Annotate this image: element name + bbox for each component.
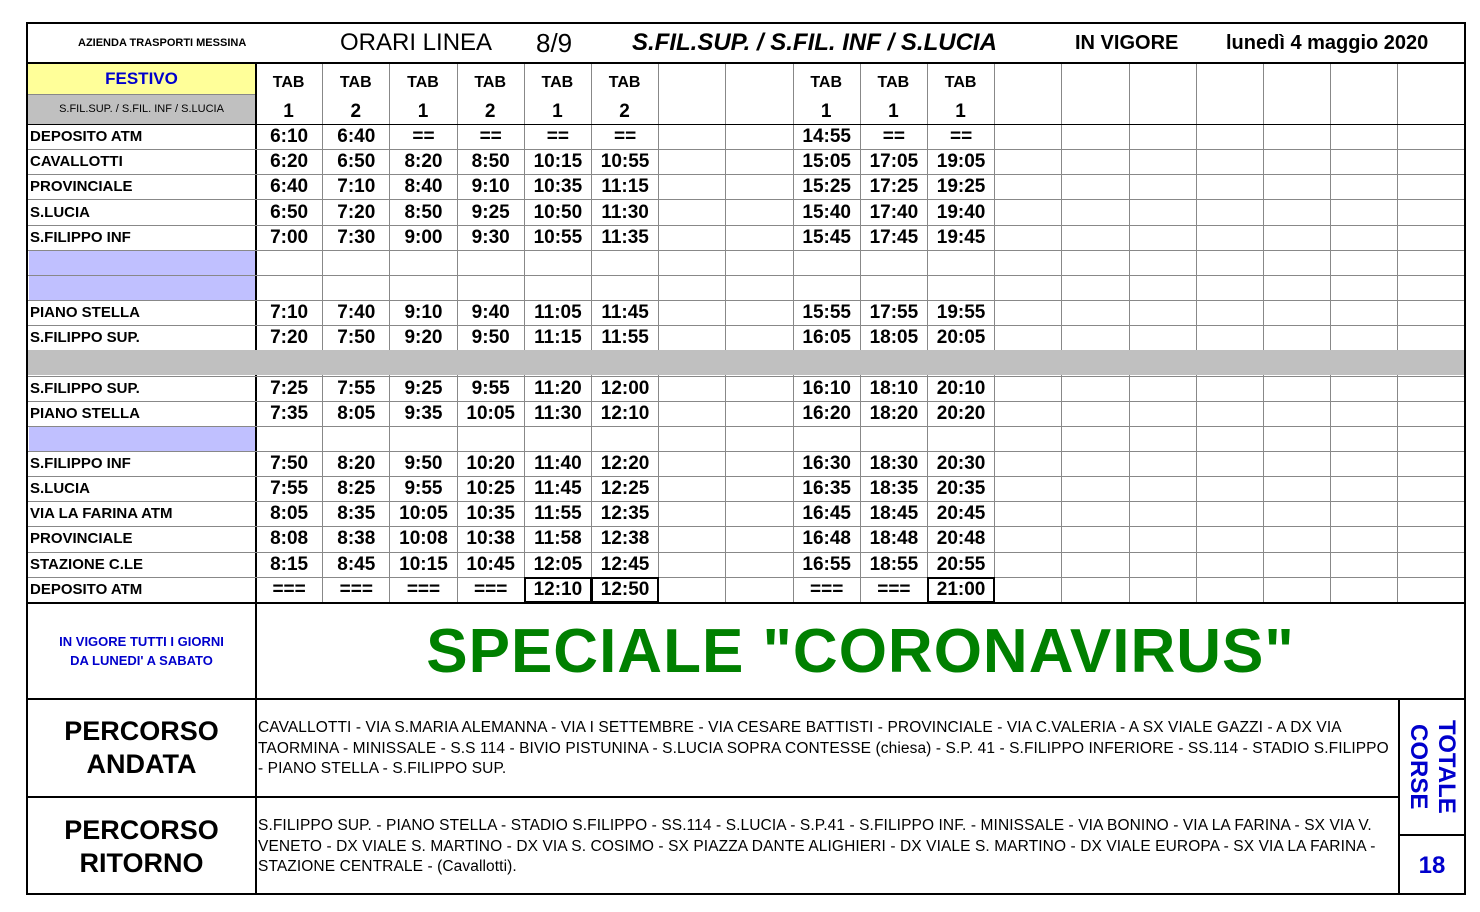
departure-time: 18:30 (869, 453, 919, 474)
departure-time: 20:10 (936, 377, 986, 399)
column-tab-number: 2 (350, 101, 362, 122)
departure-time: 20:30 (936, 453, 986, 474)
title-label: ORARI LINEA (340, 29, 493, 56)
grid-hline (28, 325, 1464, 326)
column-tab-number: 1 (283, 101, 294, 122)
departure-time: 15:55 (802, 302, 851, 324)
totale-corse-value: 18 (1418, 851, 1446, 879)
departure-time: 7:55 (337, 377, 376, 399)
departure-time: 10:55 (600, 151, 650, 173)
departure-time: 10:55 (533, 226, 583, 248)
departure-time: 7:25 (270, 377, 309, 399)
stop-name: CAVALLOTTI (30, 153, 123, 171)
percorso-ritorno-label (28, 798, 255, 895)
departure-time: 16:30 (802, 453, 851, 474)
departure-time: 15:05 (802, 151, 851, 173)
departure-time: 10:50 (533, 201, 583, 223)
departure-time: 11:40 (534, 453, 582, 474)
stop-name: PROVINCIALE (30, 530, 133, 548)
grid-hline (28, 174, 1464, 175)
stop-name: STAZIONE C.LE (30, 555, 144, 573)
grid-hline (28, 401, 1464, 402)
percorso-ritorno-label-1: PERCORSO (64, 814, 219, 845)
column-tab-label: TAB (272, 74, 305, 91)
stop-name: VIA LA FARINA ATM (30, 505, 173, 523)
departure-time: 7:10 (337, 176, 376, 198)
grid-hline (28, 526, 1464, 527)
day-type-label: FESTIVO (28, 64, 255, 94)
column-tab-number: 1 (552, 101, 563, 122)
departure-time: 10:20 (466, 453, 515, 474)
empty-stop-cell (29, 276, 255, 300)
departure-time: 9:35 (404, 402, 443, 424)
grid-hline (28, 376, 1464, 377)
departure-time: === (406, 578, 441, 600)
departure-time: 16:20 (802, 402, 851, 424)
totale-label: TOTALE (1433, 720, 1460, 814)
departure-time: 9:00 (404, 226, 443, 248)
column-tab-label: TAB (474, 74, 507, 91)
notice-line-2: DA LUNEDI' A SABATO (70, 653, 213, 668)
departure-time: 8:45 (337, 553, 376, 575)
departure-time: 17:05 (869, 151, 919, 173)
departure-time: 10:45 (466, 553, 515, 575)
grid-vline (1196, 64, 1197, 602)
departure-time: 6:50 (337, 151, 376, 173)
departure-time: 20:48 (936, 528, 986, 550)
departure-time: 16:45 (802, 503, 851, 525)
departure-time: 17:55 (869, 302, 919, 324)
column-tab-number: 1 (820, 101, 832, 122)
percorso-ritorno-text: S.FILIPPO SUP. - PIANO STELLA - STADIO S.FILIPPO - SS.114 - S.LUCIA - S.P.41 - S.FILIPPO INF. - MINISSALE - VIA BONINO - VIA LA FARINA - SX VIA V. VENETO - DX VIALE S. MARTINO - DX VIA S. COSIMO - SX PIAZZA DANTE ALIGHIERI - DX VIALE S. MARTINO - DX VIALE EUROPA - SX VIA LA FARINA - STAZIONE CENTRALE - (Cavallotti). (258, 817, 1376, 875)
departure-time: 19:55 (936, 302, 986, 324)
departure-time: 9:30 (471, 226, 510, 248)
grid-hline (28, 149, 1464, 150)
totale-corse-label (1400, 700, 1464, 834)
departure-time: 7:40 (337, 302, 376, 324)
column-tab-label: TAB (608, 74, 641, 91)
departure-time: 12:35 (600, 503, 650, 525)
stop-name: PIANO STELLA (30, 404, 141, 422)
departure-time: 11:45 (534, 478, 582, 500)
departure-time: 20:55 (936, 553, 986, 575)
header-row-line (28, 94, 255, 95)
grid-hline (28, 225, 1464, 226)
effective-date: lunedì 4 maggio 2020 (1226, 31, 1429, 54)
departure-time: 16:48 (802, 528, 851, 550)
grid-vline (1129, 64, 1130, 602)
departure-time: 18:20 (869, 402, 919, 424)
corse-label: CORSE (1405, 724, 1432, 810)
departure-time: 7:10 (270, 302, 309, 324)
header-bottom-line (28, 124, 1464, 125)
departure-time: 12:00 (600, 377, 650, 399)
departure-time: == (949, 126, 973, 148)
departure-time: 6:10 (270, 126, 309, 148)
departure-time: 8:25 (337, 478, 376, 500)
departure-time: 20:20 (936, 402, 986, 424)
departure-time: 11:05 (534, 302, 582, 324)
departure-time: 9:50 (471, 327, 510, 349)
timetable-sheet (26, 22, 1466, 895)
departure-time: 11:58 (534, 528, 582, 550)
departure-time: 12:50 (591, 577, 659, 603)
stop-name: DEPOSITO ATM (30, 580, 143, 598)
status-label: IN VIGORE (1075, 31, 1179, 54)
departure-time: 18:48 (869, 528, 919, 550)
column-tab-number: 1 (955, 101, 966, 122)
grid-vline (1061, 64, 1062, 602)
departure-time: 12:05 (533, 553, 583, 575)
departure-time: 8:05 (337, 402, 376, 424)
departure-time: 7:00 (270, 226, 309, 248)
departure-time: 17:45 (869, 226, 919, 248)
departure-time: 7:35 (270, 402, 309, 424)
departure-time: 9:25 (404, 377, 443, 399)
departure-time: == (546, 126, 569, 148)
percorso-ritorno-label-2: RITORNO (79, 847, 204, 878)
departure-time: 11:45 (601, 302, 649, 324)
departure-time: 9:50 (404, 453, 443, 474)
departure-time: 16:05 (802, 327, 851, 349)
departure-time: 12:38 (600, 528, 650, 550)
percorso-andata-label-2: ANDATA (86, 749, 197, 779)
departure-time: 11:15 (601, 176, 649, 198)
departure-time: 15:25 (802, 176, 851, 198)
departure-time: 9:55 (404, 478, 443, 500)
departure-time: 6:40 (270, 176, 309, 198)
company-name: AZIENDA TRASPORTI MESSINA (78, 37, 247, 49)
departure-time: 8:05 (270, 503, 309, 525)
notice-box (28, 604, 255, 698)
grid-vline (1330, 64, 1331, 602)
departure-time: === (339, 578, 373, 600)
departure-time: 17:40 (869, 201, 919, 223)
departure-time: 9:20 (404, 327, 443, 349)
departure-time: 8:38 (337, 528, 376, 550)
departure-time: 9:40 (471, 302, 510, 324)
departure-time: 10:25 (466, 478, 515, 500)
departure-time: 9:25 (471, 201, 510, 223)
departure-time: 6:40 (337, 126, 376, 148)
stop-name: PROVINCIALE (30, 178, 133, 196)
departure-time: 18:35 (869, 478, 919, 500)
departure-time: 20:35 (936, 478, 986, 500)
departure-time: 15:45 (802, 226, 851, 248)
stop-name: S.LUCIA (30, 480, 90, 498)
departure-time: 8:15 (270, 553, 309, 575)
grid-hline (28, 577, 1464, 578)
grid-hline (28, 476, 1464, 477)
departure-time: 10:05 (466, 402, 515, 424)
departure-time: 11:20 (534, 377, 582, 399)
departure-time: 10:35 (466, 503, 515, 525)
column-tab-number: 2 (619, 101, 630, 122)
departure-time: === (272, 578, 306, 600)
departure-time: 15:40 (802, 201, 851, 223)
stop-name: DEPOSITO ATM (30, 128, 143, 146)
departure-time: 10:35 (533, 176, 583, 198)
departure-time: 8:50 (471, 151, 510, 173)
departure-time: 16:55 (802, 553, 851, 575)
departure-time: 7:55 (270, 478, 309, 500)
departure-time: 11:55 (534, 503, 582, 525)
departure-time: 8:35 (337, 503, 376, 525)
stop-name: PIANO STELLA (30, 304, 141, 322)
departure-time: 19:25 (936, 176, 986, 198)
departure-time: === (810, 578, 844, 600)
departure-time: 8:20 (337, 453, 376, 474)
speciale-banner: SPECIALE "CORONAVIRUS" (426, 616, 1295, 686)
departure-time: 9:55 (471, 377, 510, 399)
grid-hline (28, 552, 1464, 553)
departure-time: 16:10 (802, 377, 851, 399)
departure-time: 14:55 (802, 126, 851, 148)
grid-hline (28, 451, 1464, 452)
departure-time: 11:30 (534, 402, 582, 424)
column-tab-label: TAB (407, 74, 439, 91)
departure-time: 10:08 (399, 528, 448, 550)
percorso-andata-label (28, 700, 255, 796)
percorso-andata-label-1: PERCORSO (64, 716, 219, 746)
column-tab-label: TAB (810, 74, 843, 91)
route-sub-label: S.FIL.SUP. / S.FIL. INF / S.LUCIA (28, 94, 255, 124)
percorso-andata-text: CAVALLOTTI - VIA S.MARIA ALEMANNA - VIA I SETTEMBRE - VIA CESARE BATTISTI - PROVINCIALE - VIA C.VALERIA - A SX VIALE GAZZI - A DX VIA TAORMINA - MINISSALE - S.S 114 - BIVIO PISTUNINA - S.LUCIA SOPRA CONTESSE (chiesa) - S.P. 41 - S.FILIPPO INFERIORE - SS.114 - STADIO S.FILIPPO - PIANO STELLA - S.FILIPPO SUP. (258, 719, 1389, 777)
empty-stop-cell (29, 427, 255, 451)
grid-hline (28, 199, 1464, 200)
departure-time: 20:05 (936, 327, 986, 349)
grid-hline (28, 300, 1464, 301)
stop-name: S.FILIPPO INF (30, 455, 131, 472)
stop-name: S.FILIPPO SUP. (30, 379, 140, 397)
departure-time: 12:10 (600, 402, 650, 424)
departure-time: 18:55 (869, 553, 919, 575)
departure-time: == (479, 126, 502, 148)
departure-time: == (412, 126, 435, 148)
departure-time: 7:20 (337, 201, 376, 223)
departure-time: 9:10 (471, 176, 510, 198)
column-tab-label: TAB (339, 74, 372, 91)
departure-time: 8:08 (270, 528, 309, 550)
departure-time: == (882, 126, 905, 148)
grid-hline (28, 501, 1464, 502)
departure-time: 7:30 (337, 226, 376, 248)
line-number: 8/9 (536, 27, 573, 58)
section-separator-row (28, 350, 1464, 375)
departure-time: 8:20 (404, 151, 443, 173)
departure-time: 12:10 (524, 577, 592, 603)
departure-time: 7:20 (270, 327, 309, 349)
departure-time: 12:25 (600, 478, 650, 500)
departure-time: 7:50 (337, 327, 376, 349)
departure-time: === (877, 578, 911, 600)
grid-vline (725, 64, 726, 602)
departure-time: 11:30 (601, 201, 649, 223)
departure-time: 10:05 (399, 503, 448, 525)
column-tab-label: TAB (944, 74, 977, 91)
departure-time: 11:35 (601, 226, 649, 248)
departure-time: == (613, 126, 637, 148)
departure-time: 20:45 (936, 503, 986, 525)
departure-time: 18:10 (869, 377, 919, 399)
departure-time: 8:40 (404, 176, 443, 198)
notice-line-1: IN VIGORE TUTTI I GIORNI (59, 634, 224, 649)
departure-time: 19:40 (936, 201, 986, 223)
departure-time: 11:15 (534, 327, 582, 349)
route-name: S.FIL.SUP. / S.FIL. INF / S.LUCIA (632, 29, 997, 56)
departure-time: 9:10 (404, 302, 443, 324)
departure-time: 19:05 (936, 151, 986, 173)
grid-vline (1263, 64, 1264, 602)
stop-name: S.FILIPPO INF (30, 228, 131, 246)
departure-time: 11:55 (601, 327, 649, 349)
empty-stop-cell (29, 251, 255, 275)
departure-time: 16:35 (802, 478, 851, 500)
departure-time: 10:15 (399, 553, 448, 575)
departure-time: === (474, 578, 508, 600)
stop-name: S.FILIPPO SUP. (30, 329, 140, 347)
departure-time: 10:38 (466, 528, 515, 550)
column-tab-label: TAB (541, 74, 574, 91)
stop-name: S.LUCIA (30, 203, 90, 221)
departure-time: 6:50 (270, 201, 309, 223)
departure-time: 19:45 (936, 226, 986, 248)
departure-time: 17:25 (869, 176, 919, 198)
departure-time: 12:20 (600, 453, 650, 474)
departure-time: 12:45 (600, 553, 650, 575)
departure-time: 7:50 (270, 453, 309, 474)
departure-time: 21:00 (927, 577, 995, 603)
column-tab-label: TAB (877, 74, 910, 91)
departure-time: 6:20 (270, 151, 309, 173)
departure-time: 8:50 (404, 201, 443, 223)
departure-time: 10:15 (533, 151, 583, 173)
column-tab-number: 1 (888, 101, 899, 122)
grid-vline (1397, 64, 1398, 602)
column-tab-number: 2 (484, 101, 496, 122)
column-tab-number: 1 (417, 101, 429, 122)
departure-time: 18:05 (869, 327, 919, 349)
departure-time: 18:45 (869, 503, 919, 525)
